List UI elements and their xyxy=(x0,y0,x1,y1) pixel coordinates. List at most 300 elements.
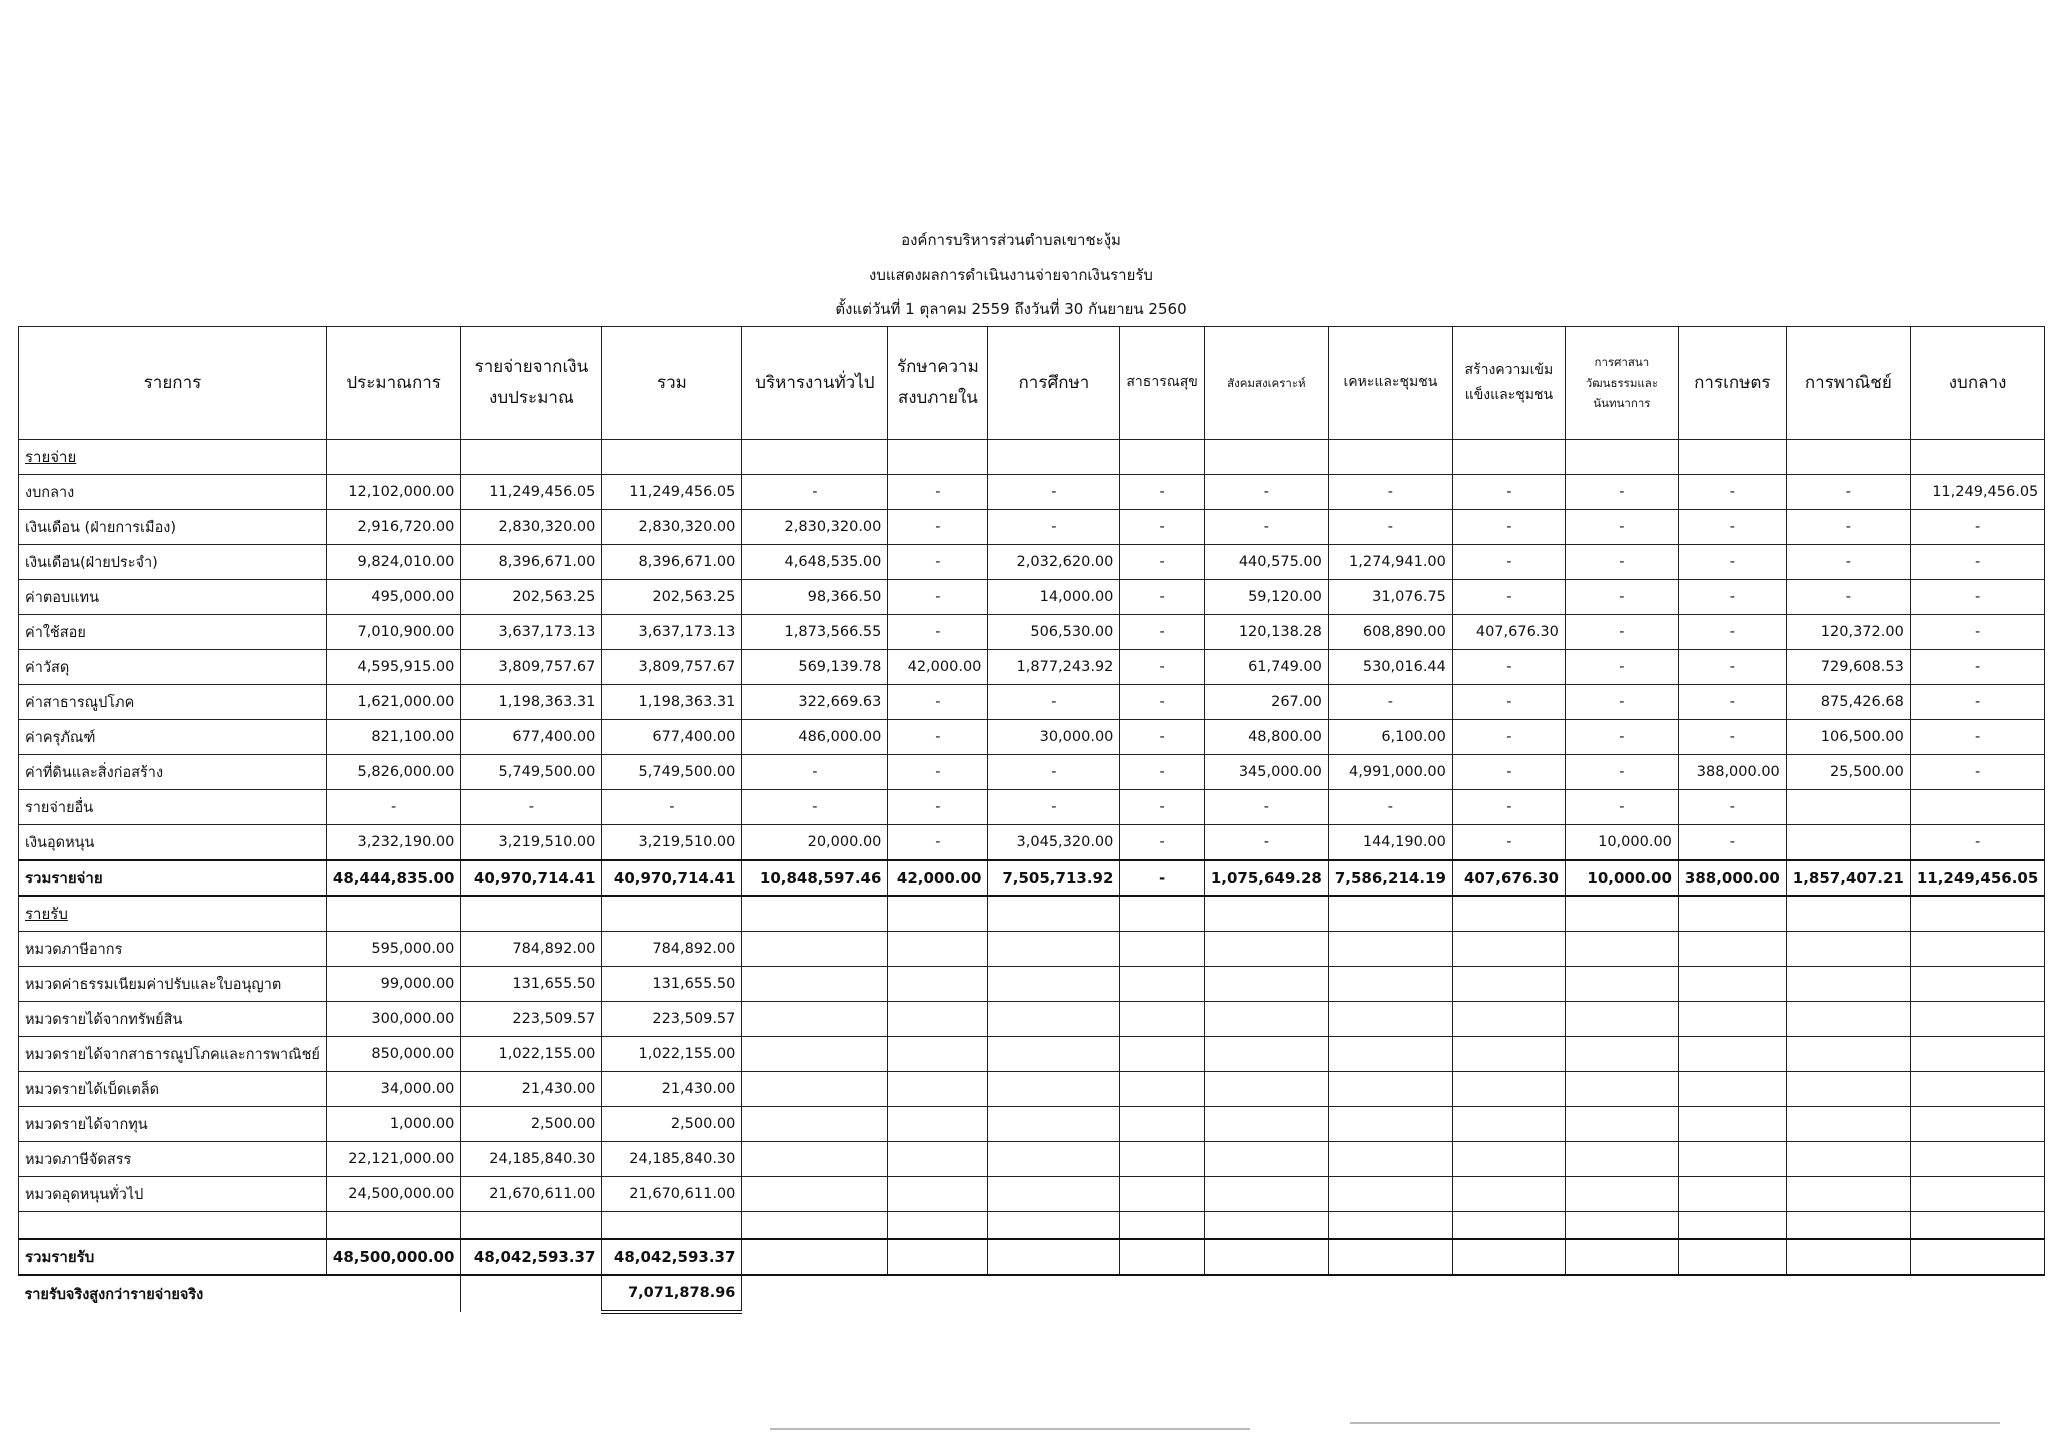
empty-cell xyxy=(1910,1107,2044,1142)
amount-cell: - xyxy=(1204,790,1328,825)
amount-cell: - xyxy=(1786,475,1910,510)
income-row xyxy=(19,932,2045,967)
empty-cell xyxy=(1120,1239,1204,1275)
empty-cell xyxy=(1452,1212,1565,1240)
amount-cell: 3,232,190.00 xyxy=(326,825,460,861)
amount-cell: 407,676.30 xyxy=(1452,615,1565,650)
empty-cell xyxy=(888,1002,988,1037)
amount-cell: 821,100.00 xyxy=(326,720,460,755)
amount-cell: 144,190.00 xyxy=(1328,825,1452,861)
col-header-agriculture: การเกษตร xyxy=(1678,327,1786,440)
amount-cell: - xyxy=(1565,790,1678,825)
empty-cell xyxy=(1786,1212,1910,1240)
surplus-value: 7,071,878.96 xyxy=(602,1275,742,1312)
amount-cell: - xyxy=(1204,475,1328,510)
empty-cell xyxy=(1204,932,1328,967)
empty-cell xyxy=(888,1107,988,1142)
empty-cell xyxy=(1678,1107,1786,1142)
amount-cell: - xyxy=(888,510,988,545)
amount-cell: 6,100.00 xyxy=(1328,720,1452,755)
row-label: หมวดรายได้เบ็ดเตล็ด xyxy=(19,1072,327,1107)
empty-cell xyxy=(1678,1037,1786,1072)
amount-cell: 2,500.00 xyxy=(461,1107,602,1142)
col-header-religion-culture: การศาสนาวัฒนธรรมและนันทนาการ xyxy=(1565,327,1678,440)
amount-cell: - xyxy=(1452,475,1565,510)
amount-cell: - xyxy=(1910,825,2044,861)
income-section-label: รายรับ xyxy=(19,896,327,932)
amount-cell: 608,890.00 xyxy=(1328,615,1452,650)
amount-cell: 20,000.00 xyxy=(742,825,888,861)
amount-cell: 25,500.00 xyxy=(1786,755,1910,790)
amount-cell: - xyxy=(1678,790,1786,825)
row-label: ค่าตอบแทน xyxy=(19,580,327,615)
empty-cell xyxy=(1328,1275,1452,1312)
empty-cell xyxy=(742,1107,888,1142)
empty-cell xyxy=(1120,1107,1204,1142)
amount-cell: 2,830,320.00 xyxy=(742,510,888,545)
empty-cell xyxy=(1910,1177,2044,1212)
empty-cell xyxy=(1120,1002,1204,1037)
empty-cell xyxy=(988,1107,1120,1142)
empty-cell xyxy=(888,932,988,967)
empty-cell xyxy=(1910,1275,2044,1312)
col-header-internal-security: รักษาความสงบภายใน xyxy=(888,327,988,440)
amount-cell: 4,648,535.00 xyxy=(742,545,888,580)
amount-cell: 784,892.00 xyxy=(461,932,602,967)
amount-cell: 677,400.00 xyxy=(602,720,742,755)
empty-cell xyxy=(1565,1107,1678,1142)
amount-cell: - xyxy=(888,545,988,580)
amount-cell: 5,749,500.00 xyxy=(461,755,602,790)
empty-cell xyxy=(742,1072,888,1107)
row-label: ค่าที่ดินและสิ่งก่อสร้าง xyxy=(19,755,327,790)
amount-cell: 3,045,320.00 xyxy=(988,825,1120,861)
amount-cell: 21,430.00 xyxy=(602,1072,742,1107)
expense-total-row xyxy=(19,860,2045,896)
amount-cell: 22,121,000.00 xyxy=(326,1142,460,1177)
empty-cell xyxy=(988,1212,1120,1240)
empty-cell xyxy=(1328,1002,1452,1037)
expense-row xyxy=(19,615,2045,650)
amount-cell: 595,000.00 xyxy=(326,932,460,967)
amount-cell: 569,139.78 xyxy=(742,650,888,685)
amount-cell: - xyxy=(1328,475,1452,510)
empty-cell xyxy=(1452,932,1565,967)
empty-cell xyxy=(1910,896,2044,932)
amount-cell: 1,000.00 xyxy=(326,1107,460,1142)
empty-cell xyxy=(1452,1142,1565,1177)
empty-cell xyxy=(1786,1072,1910,1107)
empty-cell xyxy=(1204,1177,1328,1212)
empty-cell xyxy=(988,1037,1120,1072)
amount-cell: - xyxy=(1678,825,1786,861)
total-amount: 388,000.00 xyxy=(1678,860,1786,896)
col-header-education: การศึกษา xyxy=(988,327,1120,440)
col-header-social-welfare: สังคมสงเคราะห์ xyxy=(1204,327,1328,440)
empty-cell xyxy=(1452,1002,1565,1037)
amount-cell: - xyxy=(1204,825,1328,861)
empty-cell xyxy=(1786,896,1910,932)
empty-cell xyxy=(1910,1037,2044,1072)
amount-cell: - xyxy=(1786,510,1910,545)
empty-cell xyxy=(742,1239,888,1275)
amount-cell: - xyxy=(1452,510,1565,545)
amount-cell: - xyxy=(1120,685,1204,720)
total-amount: 10,000.00 xyxy=(1565,860,1678,896)
amount-cell: - xyxy=(326,790,460,825)
amount-cell: - xyxy=(1452,685,1565,720)
amount-cell: - xyxy=(1565,755,1678,790)
amount-cell: 21,670,611.00 xyxy=(602,1177,742,1212)
amount-cell: 31,076.75 xyxy=(1328,580,1452,615)
empty-cell xyxy=(1204,1002,1328,1037)
empty-cell xyxy=(1678,932,1786,967)
empty-cell xyxy=(1452,967,1565,1002)
empty-cell xyxy=(1120,1275,1204,1312)
amount-cell: 106,500.00 xyxy=(1786,720,1910,755)
total-amount: 10,848,597.46 xyxy=(742,860,888,896)
empty-cell xyxy=(1565,1072,1678,1107)
col-header-budget-expense: รายจ่ายจากเงินงบประมาณ xyxy=(461,327,602,440)
row-label: หมวดรายได้จากสาธารณูปโภคและการพาณิชย์ xyxy=(19,1037,327,1072)
empty-cell xyxy=(1910,1142,2044,1177)
total-amount: 48,444,835.00 xyxy=(326,860,460,896)
income-row xyxy=(19,1002,2045,1037)
empty-cell xyxy=(1204,1142,1328,1177)
amount-cell: - xyxy=(1120,790,1204,825)
empty-cell xyxy=(1786,1037,1910,1072)
amount-cell: - xyxy=(1120,545,1204,580)
empty-cell xyxy=(1452,1275,1565,1312)
empty-cell xyxy=(1204,1072,1328,1107)
expense-row xyxy=(19,545,2045,580)
empty-cell xyxy=(1910,932,2044,967)
amount-cell: 1,198,363.31 xyxy=(461,685,602,720)
amount-cell: 267.00 xyxy=(1204,685,1328,720)
amount-cell: - xyxy=(1120,580,1204,615)
income-row xyxy=(19,1177,2045,1212)
amount-cell: - xyxy=(988,790,1120,825)
amount-cell: 3,809,757.67 xyxy=(461,650,602,685)
amount-cell: 11,249,456.05 xyxy=(602,475,742,510)
surplus-row xyxy=(19,1275,2045,1312)
empty-cell xyxy=(1678,1072,1786,1107)
empty-cell xyxy=(1565,1002,1678,1037)
amount-cell: - xyxy=(1678,650,1786,685)
amount-cell: - xyxy=(988,755,1120,790)
expense-row xyxy=(19,720,2045,755)
empty-cell xyxy=(988,1275,1120,1312)
amount-cell: 8,396,671.00 xyxy=(602,545,742,580)
amount-cell: - xyxy=(1786,580,1910,615)
amount-cell: 495,000.00 xyxy=(326,580,460,615)
amount-cell: 30,000.00 xyxy=(988,720,1120,755)
empty-cell xyxy=(1452,1037,1565,1072)
amount-cell: 3,637,173.13 xyxy=(602,615,742,650)
empty-cell xyxy=(1120,932,1204,967)
amount-cell: - xyxy=(1565,720,1678,755)
amount-cell: - xyxy=(1678,510,1786,545)
scan-artifact-line xyxy=(770,1428,1250,1430)
amount-cell: 5,749,500.00 xyxy=(602,755,742,790)
income-row xyxy=(19,1037,2045,1072)
empty-cell xyxy=(1786,932,1910,967)
empty-cell xyxy=(602,896,742,932)
amount-cell: 486,000.00 xyxy=(742,720,888,755)
amount-cell: - xyxy=(1120,825,1204,861)
empty-cell xyxy=(1120,1072,1204,1107)
amount-cell: - xyxy=(1678,580,1786,615)
empty-cell xyxy=(888,1239,988,1275)
empty-cell xyxy=(888,1275,988,1312)
amount-cell: 677,400.00 xyxy=(461,720,602,755)
amount-cell: - xyxy=(1328,685,1452,720)
empty-cell xyxy=(1678,1275,1786,1312)
empty-cell xyxy=(988,1177,1120,1212)
empty-cell xyxy=(1565,932,1678,967)
empty-cell xyxy=(1328,1037,1452,1072)
amount-cell: - xyxy=(1120,650,1204,685)
amount-cell: 48,800.00 xyxy=(1204,720,1328,755)
empty-cell xyxy=(1328,896,1452,932)
expense-row xyxy=(19,475,2045,510)
row-label: หมวดอุดหนุนทั่วไป xyxy=(19,1177,327,1212)
empty-cell xyxy=(1910,1212,2044,1240)
empty-cell xyxy=(1565,1037,1678,1072)
total-amount: 48,500,000.00 xyxy=(326,1239,460,1275)
empty-cell xyxy=(742,1177,888,1212)
empty-cell xyxy=(742,932,888,967)
empty-cell xyxy=(888,896,988,932)
amount-cell: - xyxy=(1786,545,1910,580)
empty-cell xyxy=(1328,932,1452,967)
empty-cell xyxy=(988,1072,1120,1107)
col-header-total: รวม xyxy=(602,327,742,440)
amount-cell: - xyxy=(888,580,988,615)
amount-cell: 2,500.00 xyxy=(602,1107,742,1142)
empty-cell xyxy=(1328,967,1452,1002)
empty-cell xyxy=(1204,1107,1328,1142)
amount-cell: 7,010,900.00 xyxy=(326,615,460,650)
amount-cell: - xyxy=(1565,685,1678,720)
empty-cell xyxy=(1678,1142,1786,1177)
amount-cell: - xyxy=(1910,545,2044,580)
empty-cell xyxy=(742,896,888,932)
empty-cell xyxy=(326,1275,460,1312)
amount-cell: 5,826,000.00 xyxy=(326,755,460,790)
empty-cell xyxy=(1328,1239,1452,1275)
amount-cell: - xyxy=(461,790,602,825)
col-header-commerce: การพาณิชย์ xyxy=(1786,327,1910,440)
income-row xyxy=(19,1142,2045,1177)
empty-cell xyxy=(1204,896,1328,932)
amount-cell: 388,000.00 xyxy=(1678,755,1786,790)
amount-cell: - xyxy=(1565,545,1678,580)
amount-cell xyxy=(1910,790,2044,825)
amount-cell: 120,372.00 xyxy=(1786,615,1910,650)
empty-cell xyxy=(1328,1177,1452,1212)
row-label: ค่าใช้สอย xyxy=(19,615,327,650)
empty-cell xyxy=(888,1177,988,1212)
empty-cell xyxy=(1328,1142,1452,1177)
income-row xyxy=(19,1072,2045,1107)
empty-cell xyxy=(1910,967,2044,1002)
empty-cell xyxy=(1910,1002,2044,1037)
empty-cell xyxy=(1678,967,1786,1002)
amount-cell: 1,873,566.55 xyxy=(742,615,888,650)
amount-cell: 875,426.68 xyxy=(1786,685,1910,720)
amount-cell: 120,138.28 xyxy=(1204,615,1328,650)
header-row xyxy=(19,327,2045,440)
amount-cell: 2,916,720.00 xyxy=(326,510,460,545)
empty-cell xyxy=(742,967,888,1002)
amount-cell: - xyxy=(988,685,1120,720)
empty-cell xyxy=(1120,1142,1204,1177)
amount-cell: 14,000.00 xyxy=(988,580,1120,615)
amount-cell: 24,185,840.30 xyxy=(461,1142,602,1177)
amount-cell: 729,608.53 xyxy=(1786,650,1910,685)
total-amount: 11,249,456.05 xyxy=(1910,860,2044,896)
amount-cell: 98,366.50 xyxy=(742,580,888,615)
total-amount: - xyxy=(1120,860,1204,896)
amount-cell: 21,430.00 xyxy=(461,1072,602,1107)
amount-cell: - xyxy=(1678,545,1786,580)
financial-statement-table xyxy=(18,326,2045,1314)
empty-cell xyxy=(1120,1037,1204,1072)
row-label: หมวดรายได้จากทรัพย์สิน xyxy=(19,1002,327,1037)
expense-section-row xyxy=(19,440,2045,475)
empty-cell xyxy=(1120,896,1204,932)
empty-cell xyxy=(1786,1177,1910,1212)
empty-cell xyxy=(1565,967,1678,1002)
amount-cell: - xyxy=(1565,615,1678,650)
total-amount: 407,676.30 xyxy=(1452,860,1565,896)
amount-cell: - xyxy=(888,685,988,720)
empty-cell xyxy=(1452,1239,1565,1275)
amount-cell: - xyxy=(888,615,988,650)
empty-cell xyxy=(602,1212,742,1240)
amount-cell: - xyxy=(1565,475,1678,510)
empty-cell xyxy=(988,1142,1120,1177)
empty-cell xyxy=(988,896,1120,932)
amount-cell: 2,032,620.00 xyxy=(988,545,1120,580)
amount-cell: - xyxy=(1452,580,1565,615)
amount-cell: 3,637,173.13 xyxy=(461,615,602,650)
row-label: เงินเดือน (ฝ่ายการเมือง) xyxy=(19,510,327,545)
amount-cell: - xyxy=(888,720,988,755)
amount-cell: - xyxy=(1120,475,1204,510)
empty-cell xyxy=(742,1212,888,1240)
amount-cell: - xyxy=(1910,615,2044,650)
amount-cell: 3,219,510.00 xyxy=(461,825,602,861)
empty-cell xyxy=(888,1072,988,1107)
amount-cell: 61,749.00 xyxy=(1204,650,1328,685)
amount-cell: - xyxy=(1120,615,1204,650)
empty-cell xyxy=(1120,967,1204,1002)
total-amount: 1,857,407.21 xyxy=(1786,860,1910,896)
expense-row xyxy=(19,825,2045,861)
amount-cell: 322,669.63 xyxy=(742,685,888,720)
col-header-central-fund: งบกลาง xyxy=(1910,327,2044,440)
empty-cell xyxy=(326,1212,460,1240)
row-label: งบกลาง xyxy=(19,475,327,510)
row-label: หมวดภาษีจัดสรร xyxy=(19,1142,327,1177)
amount-cell: 1,198,363.31 xyxy=(602,685,742,720)
amount-cell: 3,809,757.67 xyxy=(602,650,742,685)
amount-cell: - xyxy=(1565,580,1678,615)
amount-cell: 784,892.00 xyxy=(602,932,742,967)
amount-cell: - xyxy=(1910,650,2044,685)
expense-row xyxy=(19,650,2045,685)
amount-cell: 24,185,840.30 xyxy=(602,1142,742,1177)
empty-cell xyxy=(742,1275,888,1312)
total-amount: 42,000.00 xyxy=(888,860,988,896)
col-header-estimate: ประมาณการ xyxy=(326,327,460,440)
amount-cell: - xyxy=(988,475,1120,510)
empty-cell xyxy=(1678,896,1786,932)
amount-cell: 850,000.00 xyxy=(326,1037,460,1072)
empty-cell xyxy=(1678,1239,1786,1275)
empty-cell xyxy=(742,1002,888,1037)
surplus-label: รายรับจริงสูงกว่ารายจ่ายจริง xyxy=(24,1286,204,1303)
empty-cell xyxy=(888,967,988,1002)
empty-cell xyxy=(19,1212,327,1240)
amount-cell xyxy=(1786,790,1910,825)
amount-cell: 12,102,000.00 xyxy=(326,475,460,510)
empty-cell xyxy=(1678,1002,1786,1037)
amount-cell: 21,670,611.00 xyxy=(461,1177,602,1212)
amount-cell: - xyxy=(888,755,988,790)
row-label: ค่าวัสดุ xyxy=(19,650,327,685)
amount-cell: 440,575.00 xyxy=(1204,545,1328,580)
amount-cell: 530,016.44 xyxy=(1328,650,1452,685)
row-label: หมวดรายได้จากทุน xyxy=(19,1107,327,1142)
scan-artifact-line xyxy=(1350,1422,2000,1424)
amount-cell: - xyxy=(1678,615,1786,650)
empty-cell xyxy=(1204,967,1328,1002)
report-title: งบแสดงผลการดำเนินงานจ่ายจากเงินรายรับ xyxy=(869,266,1153,284)
col-header-housing-community: เคหะและชุมชน xyxy=(1328,327,1452,440)
amount-cell: 345,000.00 xyxy=(1204,755,1328,790)
empty-cell xyxy=(1204,1037,1328,1072)
empty-cell xyxy=(461,1275,602,1312)
amount-cell: - xyxy=(1910,755,2044,790)
total-amount: 48,042,593.37 xyxy=(461,1239,602,1275)
amount-cell: - xyxy=(988,510,1120,545)
empty-cell xyxy=(1452,1072,1565,1107)
amount-cell: 4,991,000.00 xyxy=(1328,755,1452,790)
empty-cell xyxy=(1204,1239,1328,1275)
expense-row xyxy=(19,510,2045,545)
income-section-row xyxy=(19,896,2045,932)
amount-cell: - xyxy=(1910,510,2044,545)
amount-cell: 59,120.00 xyxy=(1204,580,1328,615)
amount-cell: 9,824,010.00 xyxy=(326,545,460,580)
empty-cell xyxy=(988,932,1120,967)
amount-cell: - xyxy=(742,755,888,790)
total-label: รวมรายรับ xyxy=(19,1239,327,1275)
expense-row xyxy=(19,790,2045,825)
amount-cell: - xyxy=(1678,475,1786,510)
row-label: หมวดค่าธรรมเนียมค่าปรับและใบอนุญาต xyxy=(19,967,327,1002)
empty-cell xyxy=(1565,1212,1678,1240)
empty-cell xyxy=(1565,896,1678,932)
empty-cell xyxy=(1565,1275,1678,1312)
total-amount: 7,505,713.92 xyxy=(988,860,1120,896)
amount-cell: - xyxy=(742,790,888,825)
amount-cell: - xyxy=(1910,720,2044,755)
amount-cell: 2,830,320.00 xyxy=(461,510,602,545)
